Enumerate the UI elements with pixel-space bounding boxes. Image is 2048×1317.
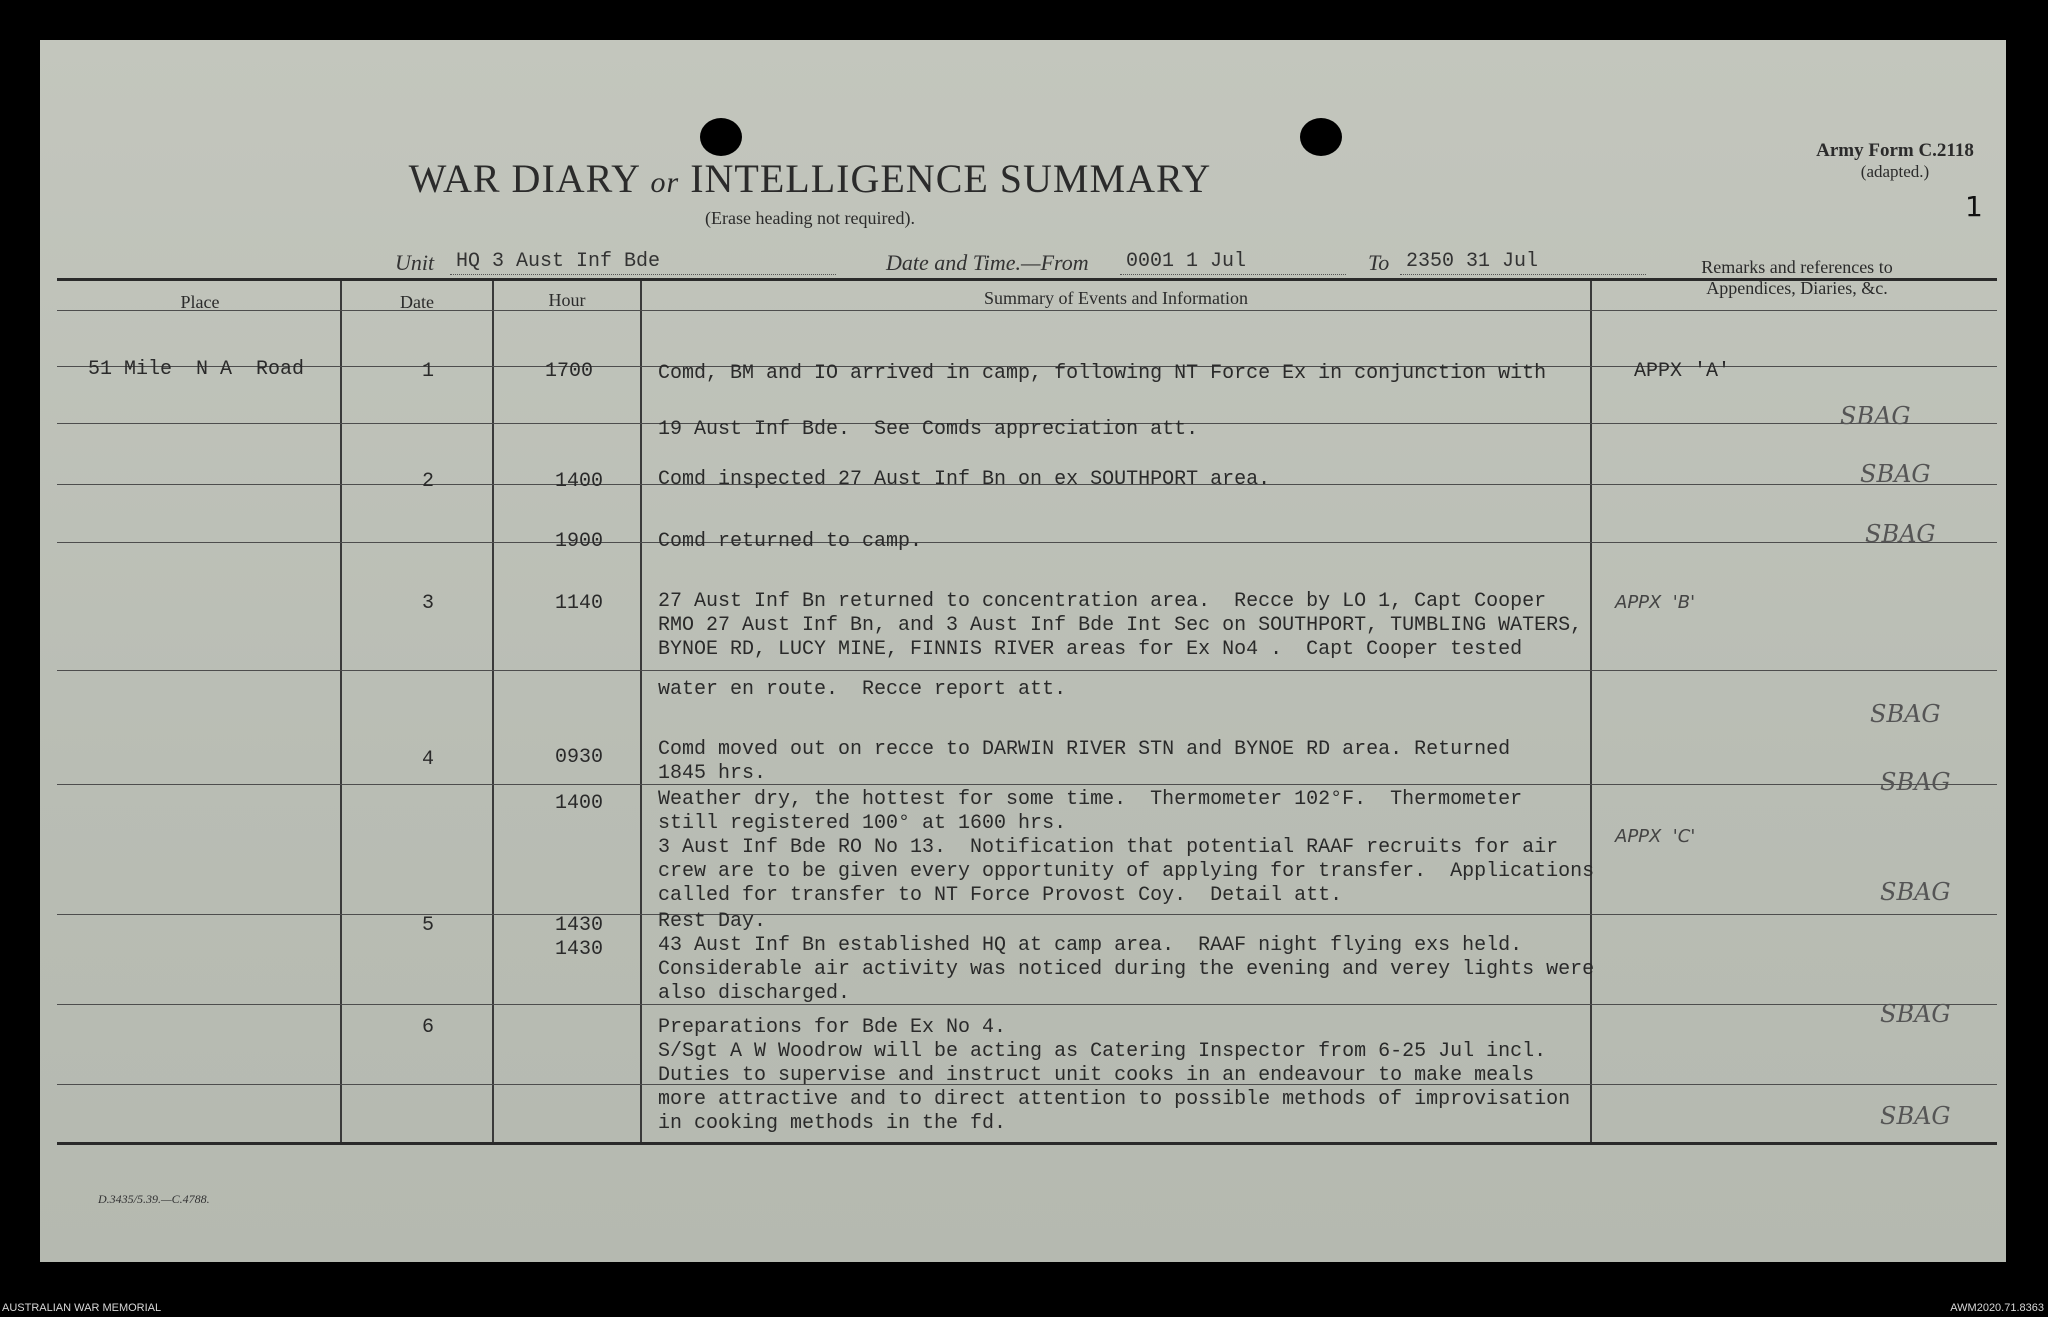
column-header-date: Date — [400, 292, 434, 312]
summary-line: more attractive and to direct attention to possible methods of improvisation — [658, 1088, 1571, 1111]
summary-line: Duties to supervise and instruct unit cooks in an endeavour to make meals — [658, 1064, 1535, 1087]
remarks-appx-b: APPX 'B' — [1615, 592, 1696, 613]
army-form-number: Army Form C.2118 — [1816, 140, 1974, 161]
date-from-value: 0001 1 Jul — [1120, 250, 1346, 275]
summary-line: 19 Aust Inf Bde. See Comds appreciation att. — [658, 418, 1199, 441]
summary-line: S/Sgt A W Woodrow will be acting as Catering Inspector from 6-25 Jul incl. — [658, 1040, 1547, 1063]
row-rule — [57, 1004, 1997, 1005]
column-header-summary: Summary of Events and Information — [984, 288, 1248, 308]
hour-1700: 1700 — [545, 360, 594, 383]
hour-1400: 1400 — [555, 470, 604, 493]
form-title — [40, 155, 1580, 202]
page-number-mark: 1 — [1965, 190, 1983, 223]
form-subtitle: (Erase heading not required). — [705, 208, 915, 228]
remarks-header-line1: Remarks and references to — [1701, 257, 1893, 277]
unit-value: HQ 3 Aust Inf Bde — [450, 250, 836, 275]
summary-line: called for transfer to NT Force Provost Coy. Detail att. — [658, 884, 1343, 907]
row-rule — [57, 914, 1997, 915]
summary-line: crew are to be given every opportunity of applying for transfer. Applications — [658, 860, 1595, 883]
punch-hole-right — [1300, 118, 1342, 156]
column-header-place: Place — [180, 292, 220, 312]
date-5: 5 — [422, 914, 435, 937]
archive-caption-left: AUSTRALIAN WAR MEMORIAL — [2, 1302, 162, 1314]
column-header-hour: Hour — [548, 290, 586, 310]
date-time-label: Date and Time.—From — [886, 250, 1089, 275]
summary-line: also discharged. — [658, 982, 851, 1005]
summary-line: Comd inspected 27 Aust Inf Bn on ex SOUTHPORT area. — [658, 468, 1271, 491]
table-bottom-rule — [57, 1142, 1997, 1145]
row-rule — [57, 670, 1997, 671]
archive-caption-right: AWM2020.71.8363 — [1950, 1302, 2044, 1314]
date-2: 2 — [422, 470, 435, 493]
divider-place-date — [340, 281, 342, 1142]
row-rule — [57, 784, 1997, 785]
title-or: or — [650, 166, 680, 199]
initials-signature: SBAG — [1865, 520, 1936, 548]
title-war-diary: WAR DIARY — [408, 156, 640, 201]
hour-1900: 1900 — [555, 530, 604, 553]
hour-1400: 1400 — [555, 792, 604, 815]
summary-line: 1845 hrs. — [658, 762, 767, 785]
diary-sheet — [40, 40, 2006, 1262]
unit-label: Unit — [395, 250, 435, 275]
summary-line: 3 Aust Inf Bde RO No 13. Notification that potential RAAF recruits for air — [658, 836, 1559, 859]
divider-summary-remarks — [1590, 281, 1592, 1142]
date-1: 1 — [422, 360, 435, 383]
divider-hour-summary — [640, 281, 642, 1142]
hour-1430: 1430 — [555, 914, 604, 937]
summary-line: 27 Aust Inf Bn returned to concentration area. Recce by LO 1, Capt Cooper — [658, 590, 1547, 613]
date-4: 4 — [422, 748, 435, 771]
summary-line: Comd returned to camp. — [658, 530, 923, 553]
summary-line: Preparations for Bde Ex No 4. — [658, 1016, 1007, 1039]
punch-hole-left — [700, 118, 742, 156]
initials-signature: SBAG — [1880, 1000, 1951, 1028]
initials-signature: SBAG — [1880, 1102, 1951, 1130]
army-form-label — [1780, 140, 2010, 182]
summary-line: Rest Day. — [658, 910, 767, 933]
initials-signature: SBAG — [1880, 768, 1951, 796]
remarks-header-line2: Appendices, Diaries, &c. — [1706, 278, 1888, 298]
date-6: 6 — [422, 1016, 435, 1039]
date-to-label: To — [1368, 250, 1390, 275]
initials-signature: SBAG — [1860, 460, 1931, 488]
remarks-appx-c: APPX 'C' — [1615, 826, 1696, 847]
summary-line: RMO 27 Aust Inf Bn, and 3 Aust Inf Bde Int Sec on SOUTHPORT, TUMBLING WATERS, — [658, 614, 1583, 637]
summary-line: Considerable air activity was noticed during the evening and verey lights were — [658, 958, 1595, 981]
summary-line: water en route. Recce report att. — [658, 678, 1067, 701]
print-reference: D.3435/5.39.—C.4788. — [98, 1192, 210, 1206]
hour-1430: 1430 — [555, 938, 604, 961]
initials-signature: SBAG — [1840, 402, 1911, 430]
initials-signature: SBAG — [1870, 700, 1941, 728]
row-rule — [57, 542, 1997, 543]
date-to-value: 2350 31 Jul — [1400, 250, 1646, 275]
place-value: 51 Mile N A Road — [88, 358, 305, 381]
initials-signature: SBAG — [1880, 878, 1951, 906]
summary-line: 43 Aust Inf Bn established HQ at camp area. RAAF night flying exs held. — [658, 934, 1523, 957]
divider-date-hour — [492, 281, 494, 1142]
summary-line: Comd, BM and IO arrived in camp, following NT Force Ex in conjunction with — [658, 362, 1547, 385]
summary-line: BYNOE RD, LUCY MINE, FINNIS RIVER areas for Ex No4 . Capt Cooper tested — [658, 638, 1523, 661]
column-header-remarks — [1592, 257, 2002, 299]
hour-0930: 0930 — [555, 746, 604, 769]
summary-line: still registered 100° at 1600 hrs. — [658, 812, 1067, 835]
date-3: 3 — [422, 592, 435, 615]
army-form-adapted: (adapted.) — [1860, 162, 1930, 181]
hour-1140: 1140 — [555, 592, 604, 615]
summary-line: Weather dry, the hottest for some time. Thermometer 102°F. Thermometer — [658, 788, 1523, 811]
title-intelligence-summary: INTELLIGENCE SUMMARY — [690, 156, 1212, 201]
remarks-appx-a: APPX 'A' — [1634, 360, 1731, 383]
summary-line: Comd moved out on recce to DARWIN RIVER STN and BYNOE RD area. Returned — [658, 738, 1511, 761]
summary-line: in cooking methods in the fd. — [658, 1112, 1007, 1135]
